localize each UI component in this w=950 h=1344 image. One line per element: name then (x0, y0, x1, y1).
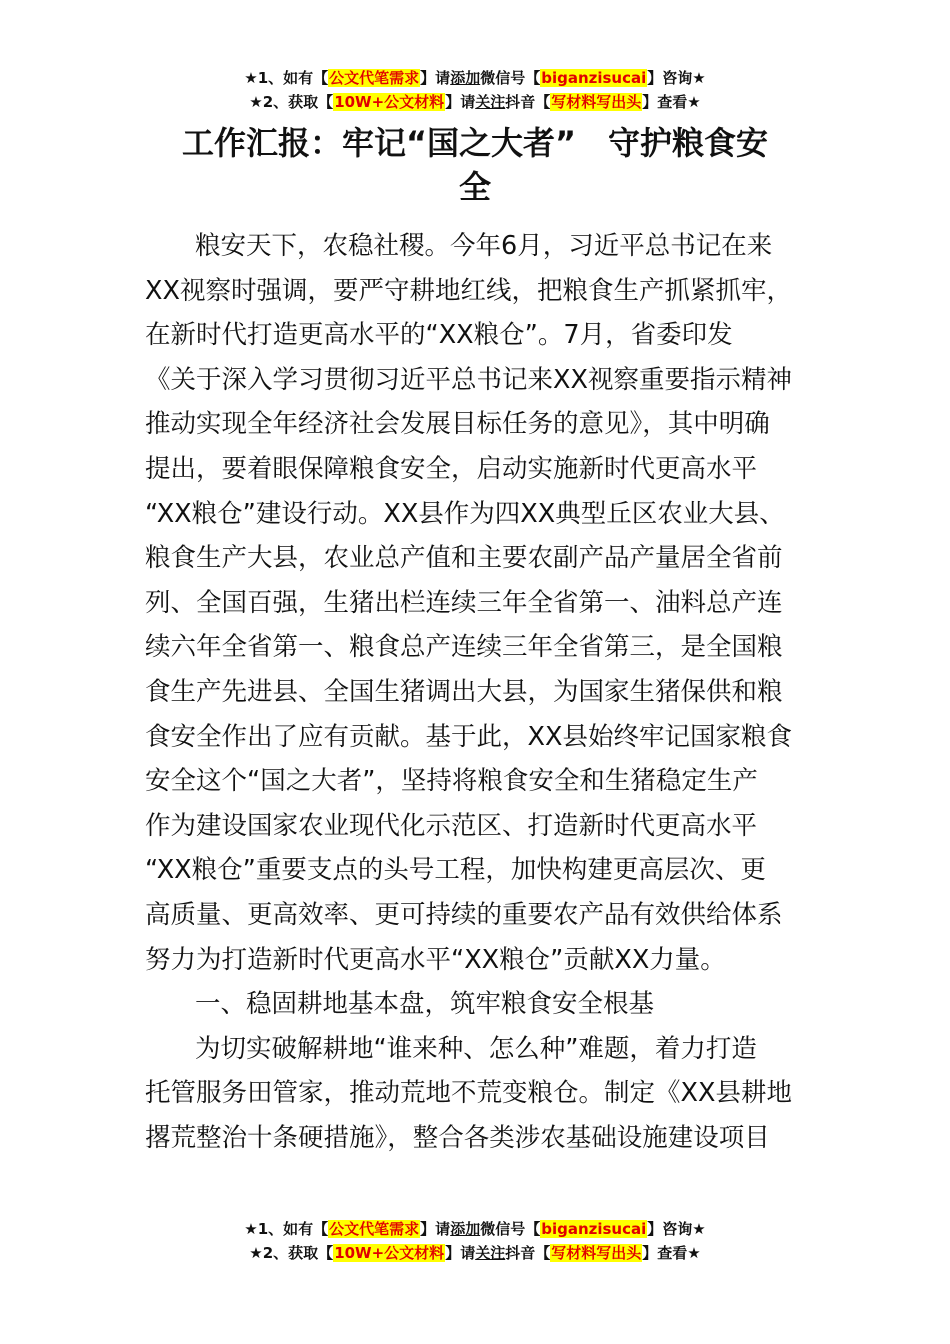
banner-text: 】请 (420, 1220, 451, 1238)
footer-banner (0, 1217, 950, 1265)
banner-text: 微信号【 (480, 1220, 541, 1238)
body-line: “XX粮仓”重要支点的头号工程，加快构建更高层次、更 (145, 855, 766, 886)
banner-text: ★2、获取【 (249, 1244, 334, 1262)
document-title (150, 121, 800, 209)
banner-text: ★1、如有【 (244, 1220, 329, 1238)
title-line-1: 工作汇报：牢记“国之大者” 守护粮食安 (181, 124, 769, 162)
highlighted-wechat-id: biganzisucai (541, 69, 647, 87)
highlighted-keyword: 公文代笔需求 (329, 69, 420, 87)
body-line: 食生产先进县、全国生猪调出大县，为国家生猪保供和粮 (145, 676, 783, 707)
body-line: 《关于深入学习贯彻习近平总书记来XX视察重要指示精神 (145, 364, 792, 395)
footer-banner-line-2 (0, 1241, 950, 1265)
body-line: “XX粮仓”建设行动。XX县作为四XX典型丘区农业大县、 (145, 498, 785, 529)
section-line: 撂荒整治十条硬措施》，整合各类涉农基础设施建设项目 (145, 1122, 770, 1153)
underlined-keyword: 添加 (450, 1220, 481, 1238)
body-line: 安全这个“国之大者”，坚持将粮食安全和生猪稳定生产 (145, 766, 758, 797)
highlighted-keyword: 10W+公文材料 (334, 93, 445, 111)
section-line: 托管服务田管家，推动荒地不荒变粮仓。制定《XX县耕地 (145, 1078, 792, 1109)
body-line: 努力为打造新时代更高水平“XX粮仓”贡献XX力量。 (145, 944, 726, 975)
highlighted-douyin-name: 写材料写出头 (551, 93, 642, 111)
section-heading: 一、稳固耕地基本盘，筑牢粮食安全根基 (195, 989, 655, 1020)
highlighted-keyword: 公文代笔需求 (329, 1220, 420, 1238)
banner-text: ★1、如有【 (244, 69, 329, 87)
body-line: 列、全国百强，生猪出栏连续三年全省第一、油料总产连 (145, 587, 783, 618)
banner-text: 】咨询★ (647, 69, 706, 87)
highlighted-wechat-id: biganzisucai (541, 1220, 647, 1238)
highlighted-douyin-name: 写材料写出头 (551, 1244, 642, 1262)
title-line-2: 全 (458, 168, 491, 206)
underlined-keyword: 关注 (475, 1244, 506, 1262)
body-line: 粮安天下，农稳社稷。今年6月，习近平总书记在来 (195, 231, 773, 261)
banner-text: 抖音【 (505, 1244, 551, 1262)
section-line: 为切实破解耕地“谁来种、怎么种”难题，着力打造 (195, 1033, 757, 1064)
body-line: 在新时代打造更高水平的“XX粮仓”。7月，省委印发 (145, 320, 733, 351)
banner-text: 】请 (445, 1244, 476, 1262)
banner-text: 微信号【 (480, 69, 541, 87)
document-body (145, 224, 810, 1160)
underlined-keyword: 关注 (475, 93, 506, 111)
header-banner (0, 66, 950, 114)
banner-text: 】请 (445, 93, 476, 111)
underlined-keyword: 添加 (450, 69, 481, 87)
body-line: 续六年全省第一、粮食总产连续三年全省第三，是全国粮 (145, 632, 783, 663)
footer-banner-line-1 (0, 1217, 950, 1241)
banner-text: 】咨询★ (647, 1220, 706, 1238)
body-line: 推动实现全年经济社会发展目标任务的意见》，其中明确 (145, 409, 770, 440)
body-line: XX视察时强调，要严守耕地红线，把粮食生产抓紧抓牢， (145, 275, 792, 306)
banner-text: ★2、获取【 (249, 93, 334, 111)
banner-text: 】查看★ (642, 93, 701, 111)
body-line: 提出，要着眼保障粮食安全，启动实施新时代更高水平 (145, 453, 758, 484)
body-line: 作为建设国家农业现代化示范区、打造新时代更高水平 (145, 810, 758, 841)
highlighted-keyword: 10W+公文材料 (334, 1244, 445, 1262)
body-line: 食安全作出了应有贡献。基于此，XX县始终牢记国家粮食 (145, 721, 792, 752)
banner-text: 抖音【 (505, 93, 551, 111)
body-line: 粮食生产大县，农业总产值和主要农副产品产量居全省前 (145, 543, 783, 574)
banner-text: 】查看★ (642, 1244, 701, 1262)
header-banner-line-1 (0, 66, 950, 90)
body-line: 高质量、更高效率、更可持续的重要农产品有效供给体系 (145, 899, 783, 930)
header-banner-line-2 (0, 90, 950, 114)
banner-text: 】请 (420, 69, 451, 87)
